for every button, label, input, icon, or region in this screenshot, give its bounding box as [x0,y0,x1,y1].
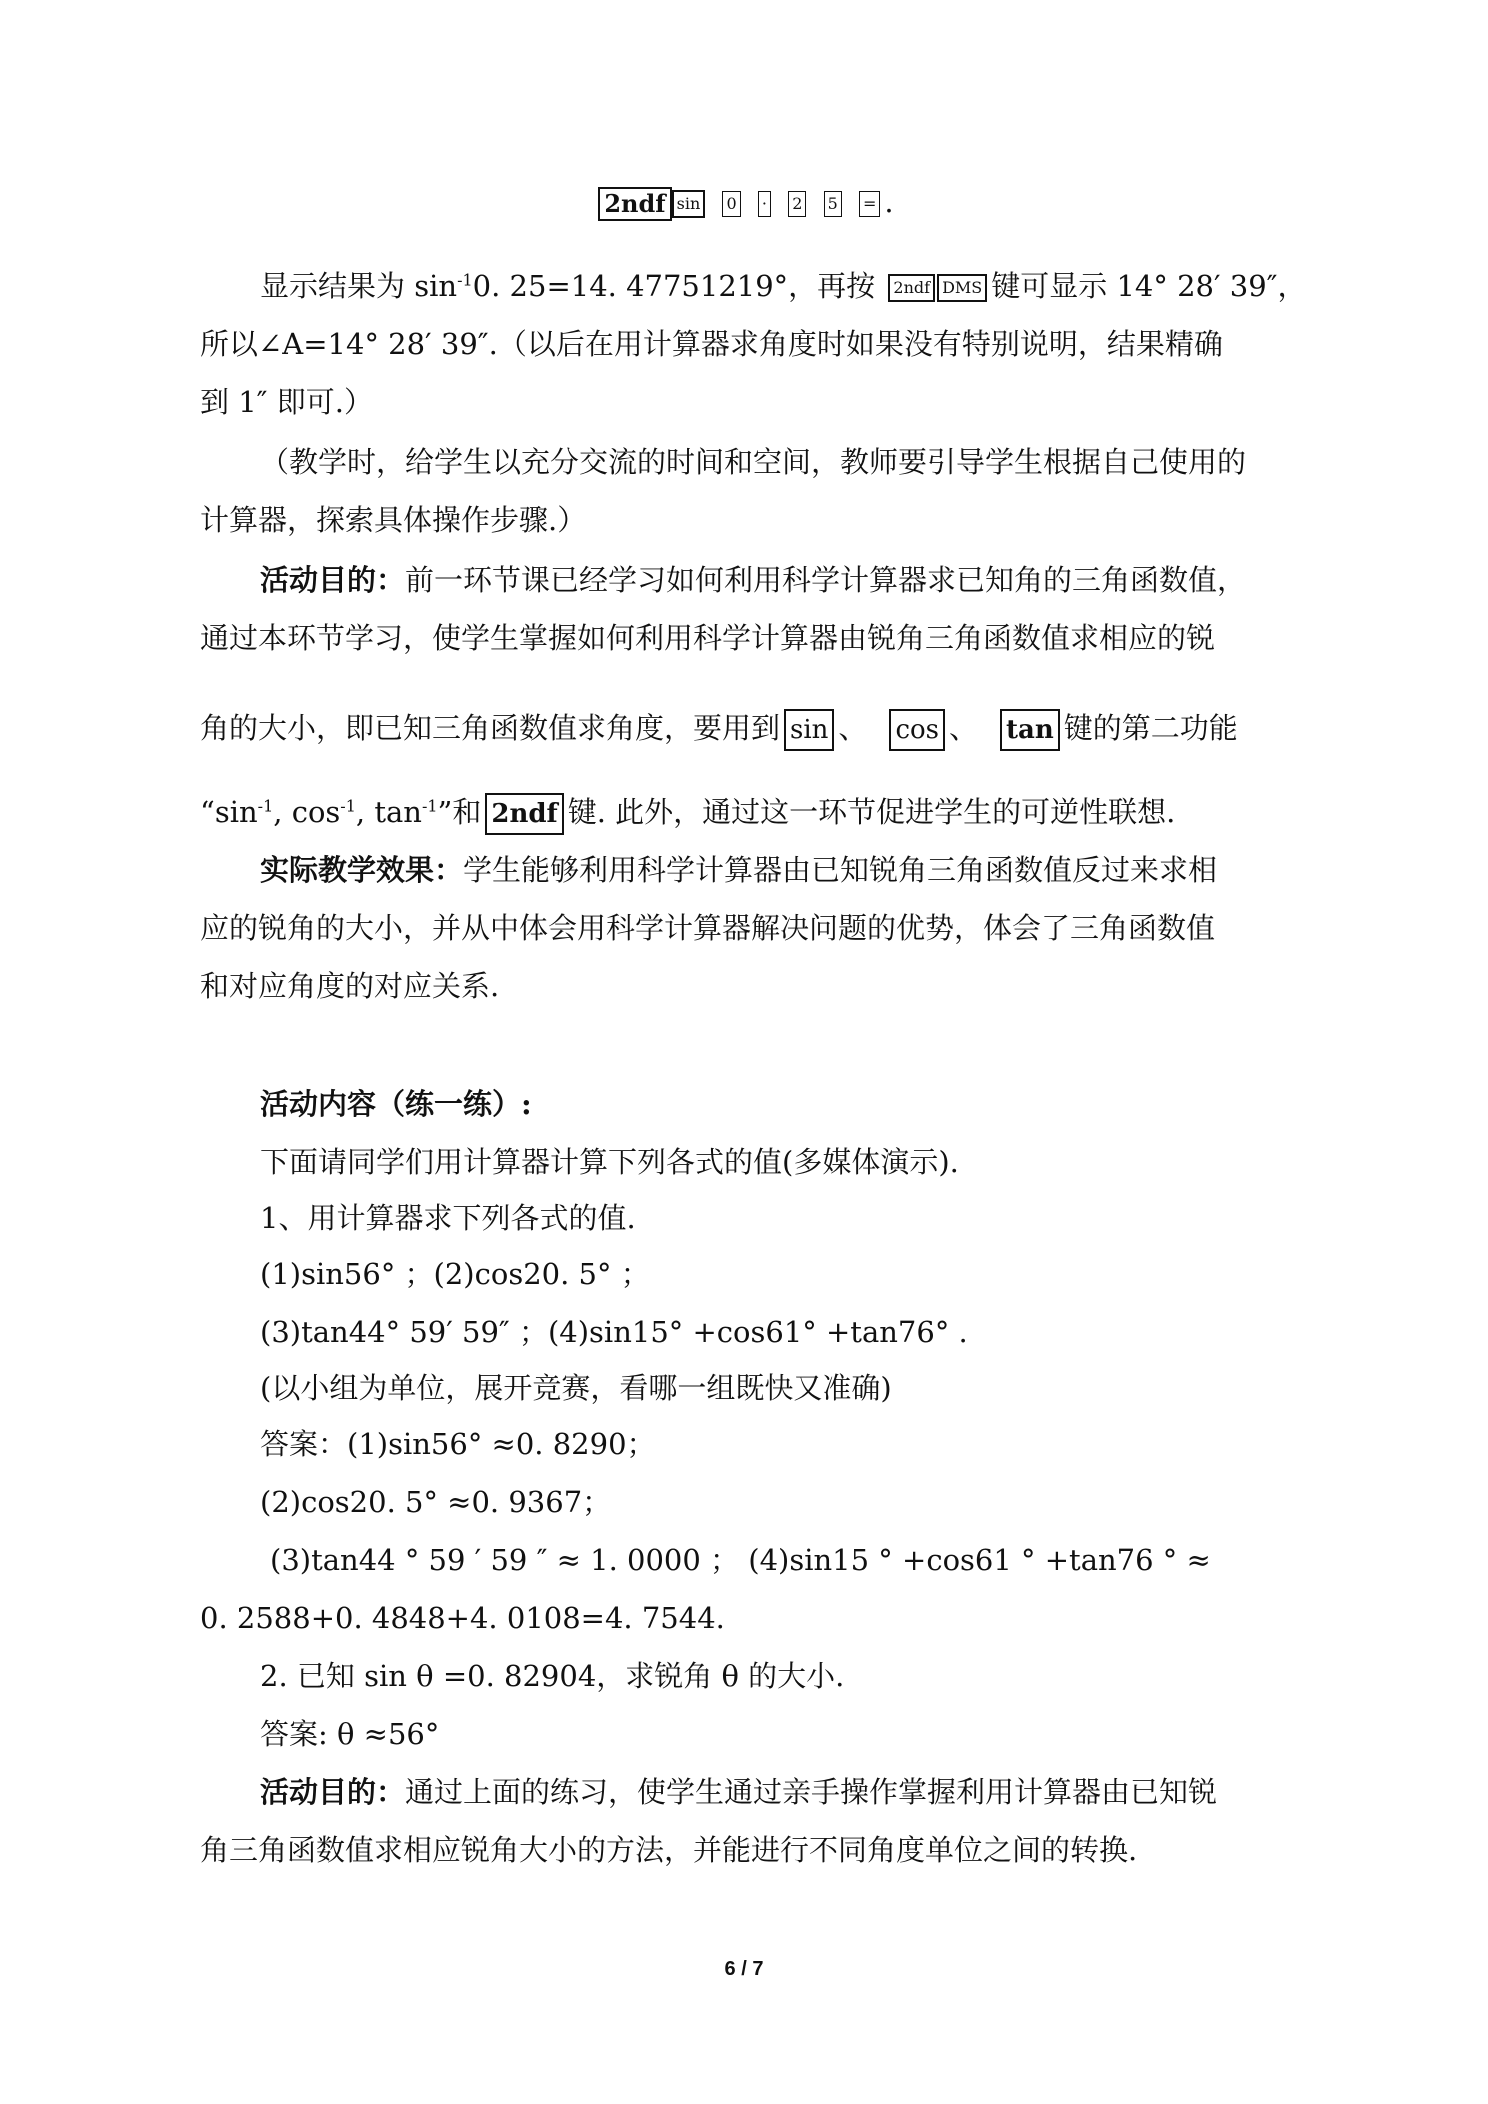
key-dms: DMS [937,274,987,302]
question-2: 2. 已知 sin θ =0. 82904，求锐角 θ 的大小. [260,1659,845,1693]
superscript: -1 [340,796,356,816]
question-1-b: (3)tan44° 59′ 59″ ；(4)sin15° +cos61° +tan76° . [260,1315,968,1349]
key-2ndf: 2ndf [888,274,935,302]
superscript: -1 [257,796,274,816]
key-2ndf: 2ndf [485,793,563,835]
answer-2: (2)cos20. 5° ≈0. 9367； [260,1485,612,1519]
p4-line-1 [260,850,1217,890]
key-cos: cos [889,709,945,751]
p3-line-4 [200,792,1175,835]
sequence-period: . [884,185,894,219]
text: 0. 25=14. 47751219°，再按 [472,269,876,303]
p1-line-2: 所以∠A=14° 28′ 39″.（以后在用计算器求角度时如果没有特别说明，结果精确 [200,327,1223,361]
section-label: 活动目的： [260,563,406,597]
text: 键的第二功能 [1063,711,1238,745]
text: 键可显示 14° 28′ 39″， [991,269,1307,303]
text: 显示结果为 sin [260,269,458,303]
p1-line-1 [260,266,1307,306]
text: 键. 此外，通过这一环节促进学生的可逆性联想. [567,795,1176,829]
key-sequence [0,182,1488,222]
key-5: 5 [824,191,842,217]
text: 通过上面的练习，使学生通过亲手操作掌握利用计算器由已知锐 [405,1775,1218,1809]
p4-line-2: 应的锐角的大小，并从中体会用科学计算器解决问题的优势，体会了三角函数值 [200,911,1216,945]
key-sin: sin [672,190,706,218]
p1-line-3: 到 1″ 即可.） [200,385,373,419]
text: 前一环节课已经学习如何利用科学计算器求已知角的三角函数值， [405,563,1247,597]
question-1: 1、用计算器求下列各式的值. [260,1201,636,1235]
p5-line-2: 角三角函数值求相应锐角大小的方法，并能进行不同角度单位之间的转换. [200,1833,1138,1867]
section-intro: 下面请同学们用计算器计算下列各式的值(多媒体演示). [260,1145,959,1179]
section-label: 实际教学效果： [260,853,464,887]
section-label: 活动目的： [260,1775,406,1809]
key-tan: tan [1000,709,1060,751]
text: 、 [949,711,979,745]
p5-line-1 [260,1772,1217,1812]
question-1-a: (1)sin56° ；(2)cos20. 5° ； [260,1257,650,1291]
superscript: -1 [421,796,438,816]
question-1-note: (以小组为单位，展开竞赛，看哪一组既快又准确) [260,1371,892,1405]
key-0: 0 [722,191,740,217]
p3-line-1 [260,560,1246,600]
text: 角的大小，即已知三角函数值求角度，要用到 [200,711,781,745]
p4-line-3: 和对应角度的对应关系. [200,969,500,1003]
page-number: 6 / 7 [724,1958,764,1980]
answer-4: 0. 2588+0. 4848+4. 0108=4. 7544. [200,1601,725,1635]
text: ”和 [437,795,482,829]
superscript: -1 [457,270,473,290]
key-2ndf: 2ndf [598,187,671,221]
p2-line-1: （教学时，给学生以充分交流的时间和空间，教师要引导学生根据自己使用的 [260,445,1247,479]
text: “sin [200,795,258,829]
text: 、 [838,711,868,745]
answer-3: (3)tan44 ° 59 ′ 59 ″ ≈ 1. 0000 ； (4)sin15 ° +cos61 ° +tan76 ° ≈ [270,1543,1211,1577]
text: , tan [355,795,422,829]
p3-line-3 [200,708,1238,751]
key-sin: sin [784,709,834,751]
text: 学生能够利用科学计算器由已知锐角三角函数值反过来求相 [463,853,1218,887]
p3-line-2: 通过本环节学习，使学生掌握如何利用科学计算器由锐角三角函数值求相应的锐 [200,621,1216,655]
answer-5: 答案: θ ≈56° [260,1717,440,1751]
text: , cos [273,795,341,829]
p2-line-2: 计算器，探索具体操作步骤.） [200,503,587,537]
key-2: 2 [788,191,806,217]
key-equals: = [859,191,880,217]
key-dot: · [758,191,771,217]
answer-1: 答案：(1)sin56° ≈0. 8290； [260,1427,656,1461]
section-title: 活动内容（练一练）: [260,1087,532,1121]
